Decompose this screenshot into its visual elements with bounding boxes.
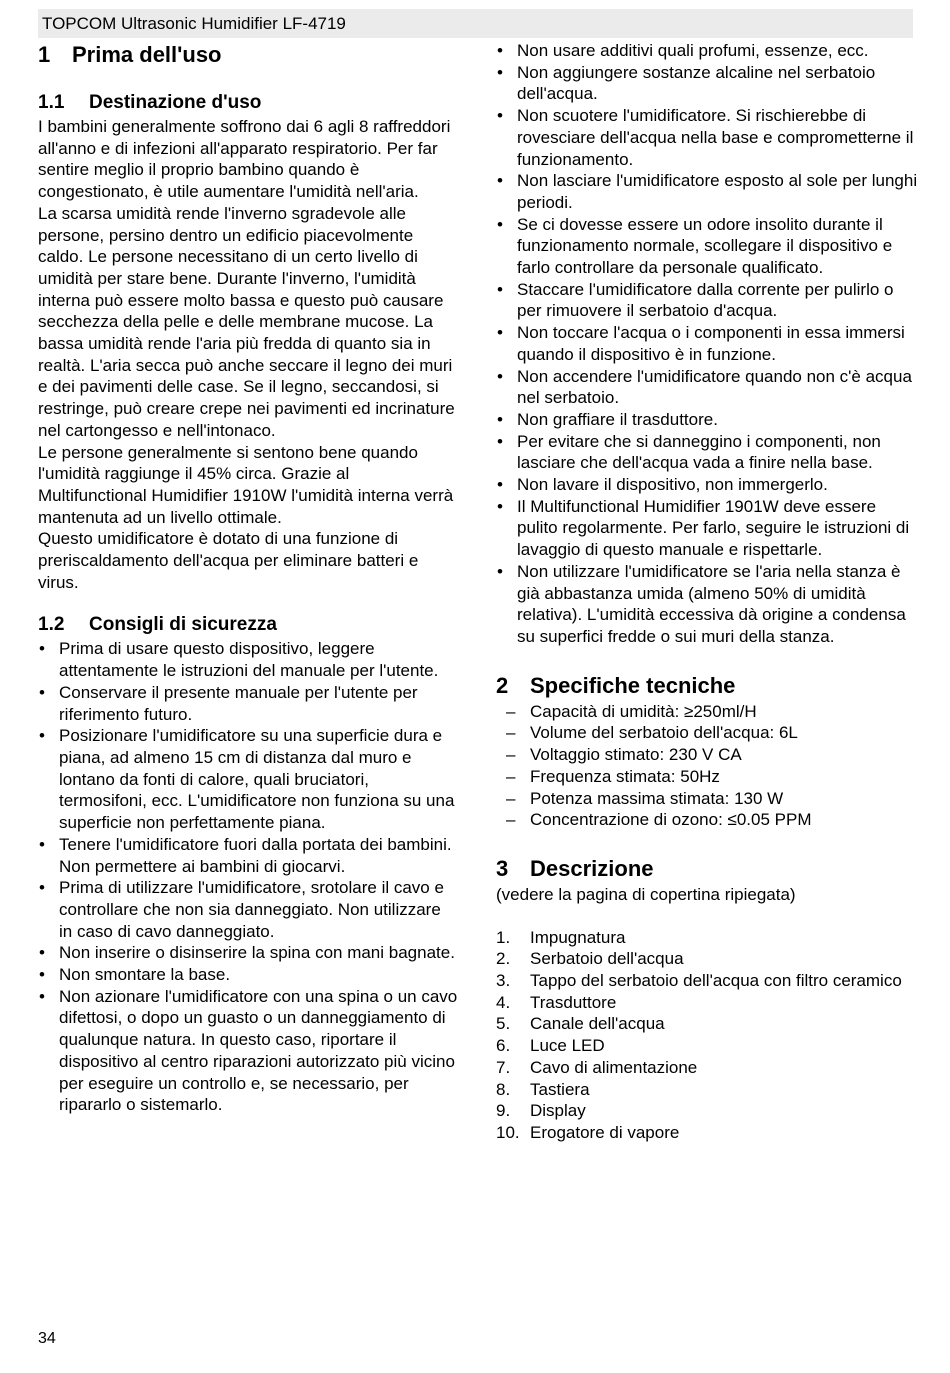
list-item: • Non azionare l'umidificatore con una spina o un cavo difettosi, o dopo un guasto o un danneggiamento di qualunque natura. In questo caso, riportare il dispositivo al centro riparazioni autorizzato più vicino per eseguire un controllo e, se necessario, per ripararlo o sistemarlo. [38,986,458,1116]
section-3-number: 3 [496,855,509,881]
subsection-1-2-heading [38,612,458,638]
section-3-title: Descrizione [530,855,654,881]
item-label: Display [530,1101,586,1121]
item-number: 7. [496,1057,511,1077]
item-number: 2. [496,949,511,969]
safety-list-left [38,638,458,1115]
section-1-title: Prima dell'uso [72,42,222,67]
list-item: • Conservare il presente manuale per l'utente per riferimento futuro. [38,682,458,725]
paragraph: Le persone generalmente si sentono bene quando l'umidità raggiunge il 45% circa. Grazie al Multifunctional Humidifier 1910W l'umidità interna verrà mantenuta ad un livello ottimale. [38,442,454,527]
list-item: • Se ci dovesse essere un odore insolito durante il funzionamento normale, scollegare il dispositivo e farlo controllare da personale qualificato. [496,214,918,279]
list-item [496,948,918,970]
list-item [496,1057,918,1079]
spec-item: – Concentrazione di ozono: ≤0.05 PPM [496,809,918,831]
list-item: • Non inserire o disinserire la spina con mani bagnate. [38,942,458,964]
spec-item: – Frequenza stimata: 50Hz [496,766,918,788]
description-list [496,927,918,1144]
page-number: 34 [38,1330,56,1347]
description-note: (vedere la pagina di copertina ripiegata) [496,884,796,904]
list-item: • Non graffiare il trasduttore. [496,409,918,431]
item-label: Impugnatura [530,927,626,947]
header-title: TOPCOM Ultrasonic Humidifier LF-4719 [42,14,346,33]
list-item: • Non utilizzare l'umidificatore se l'aria nella stanza è già abbastanza umida (almeno 50% di umidità relativa). L'umidità eccessiva dà origine a condensa su superfici fredde o sui muri della stanza. [496,561,918,648]
list-item: • Tenere l'umidificatore fuori dalla portata dei bambini. Non permettere ai bambini di giocarvi. [38,834,458,877]
safety-list-right [496,40,918,648]
item-number: 6. [496,1036,511,1056]
item-label: Canale dell'acqua [530,1014,665,1034]
section-1-number: 1 [38,42,51,67]
paragraph: I bambini generalmente soffrono dai 6 agli 8 raffreddori all'anno e di infezioni all'apparato respiratorio. Per far sentire meglio il proprio bambino quando è congestionato, è utile aumentare l'umidità nell'aria. [38,117,451,202]
item-label: Tappo del serbatoio dell'acqua con filtro ceramico [530,971,902,991]
item-label: Luce LED [530,1036,605,1056]
list-item: • Prima di usare questo dispositivo, leggere attentamente le istruzioni del manuale per l'utente. [38,638,458,681]
section-2-number: 2 [496,672,509,698]
item-number: 10. [496,1122,520,1142]
subsection-1-2-title: Consigli di sicurezza [89,614,277,636]
spec-item: – Capacità di umidità: ≥250ml/H [496,701,918,723]
item-label: Trasduttore [530,992,617,1012]
list-item: • Posizionare l'umidificatore su una superficie dura e piana, ad almeno 15 cm di distanza dal muro e lontano da fonti di calore, quali bruciatori, termosifoni, ecc. L'umidificatore non funziona su una superficie non perfettamente piana. [38,725,458,834]
item-label: Serbatoio dell'acqua [530,949,684,969]
list-item: • Non smontare la base. [38,964,458,986]
list-item: • Prima di utilizzare l'umidificatore, srotolare il cavo e controllare che non sia danneggiato. Non utilizzare in caso di cavo danneggiato. [38,877,458,942]
list-item: • Per evitare che si danneggino i componenti, non lasciare che dell'acqua vada a finire nella base. [496,431,918,474]
list-item: • Non aggiungere sostanze alcaline nel serbatoio dell'acqua. [496,62,918,105]
list-item [496,1122,918,1144]
list-item: • Non lasciare l'umidificatore esposto al sole per lunghi periodi. [496,170,918,213]
spec-item: – Volume del serbatoio dell'acqua: 6L [496,722,918,744]
item-number: 1. [496,927,511,947]
subsection-1-1-heading [38,90,458,116]
section-2-title: Specifiche tecniche [530,672,736,698]
list-item: • Non lavare il dispositivo, non immergerlo. [496,474,918,496]
section-1-heading [38,40,458,70]
item-number: 3. [496,971,511,991]
spec-item: – Potenza massima stimata: 130 W [496,788,918,810]
subsection-1-1-title: Destinazione d'uso [89,92,262,113]
list-item [496,1035,918,1057]
list-item [496,1100,918,1122]
list-item: • Non accendere l'umidificatore quando non c'è acqua nel serbatoio. [496,366,918,409]
list-item: • Non usare additivi quali profumi, essenze, ecc. [496,40,918,62]
item-label: Cavo di alimentazione [530,1057,698,1077]
item-label: Tastiera [530,1079,590,1099]
list-item [496,970,918,992]
list-item: • Non toccare l'acqua o i componenti in essa immersi quando il dispositivo è in funzione. [496,322,918,365]
subsection-1-2-number: 1.2 [38,614,65,636]
intended-use-text [38,116,458,593]
paragraph: La scarsa umidità rende l'inverno sgradevole alle persone, persino dentro un edificio piacevolmente caldo. Le persone necessitano di un certo livello di umidità per stare bene. Durante l'inverno, l'umidità interna può essere molto bassa e questo può causare secchezza della pelle e delle membrane mucose. La bassa umidità rende l'aria più fredda di quanto sia in realtà. L'aria secca può anche seccare il legno dei muri e dei pavimenti delle case. Se il legno, seccandosi, si restringe, può creare crepe nei pavimenti ed incrinature nel cartongesso e nell'intonaco. [38,203,455,440]
item-number: 8. [496,1079,511,1099]
paragraph: Questo umidificatore è dotato di una funzione di preriscaldamento dell'acqua per eliminare batteri e virus. [38,529,419,592]
page-header [38,9,913,38]
list-item [496,992,918,1014]
specs-list [496,701,918,831]
item-number: 9. [496,1101,511,1121]
item-label: Erogatore di vapore [530,1122,680,1142]
list-item [496,927,918,949]
list-item: • Staccare l'umidificatore dalla corrente per pulirlo o per rimuovere il serbatoio d'acqua. [496,279,918,322]
subsection-1-1-number: 1.1 [38,92,65,113]
list-item [496,1079,918,1101]
list-item: • Non scuotere l'umidificatore. Si rischierebbe di rovesciare dell'acqua nella base e comprometterne il funzionamento. [496,105,918,170]
list-item [496,1013,918,1035]
section-2-heading [496,671,918,701]
item-number: 5. [496,1014,511,1034]
list-item: • Il Multifunctional Humidifier 1901W deve essere pulito regolarmente. Per farlo, seguire le istruzioni di lavaggio di questo manuale e rispettarle. [496,496,918,561]
right-column [496,40,918,1144]
section-3-heading [496,854,918,884]
spec-item: – Voltaggio stimato: 230 V CA [496,744,918,766]
left-column [38,40,458,1116]
item-number: 4. [496,992,511,1012]
